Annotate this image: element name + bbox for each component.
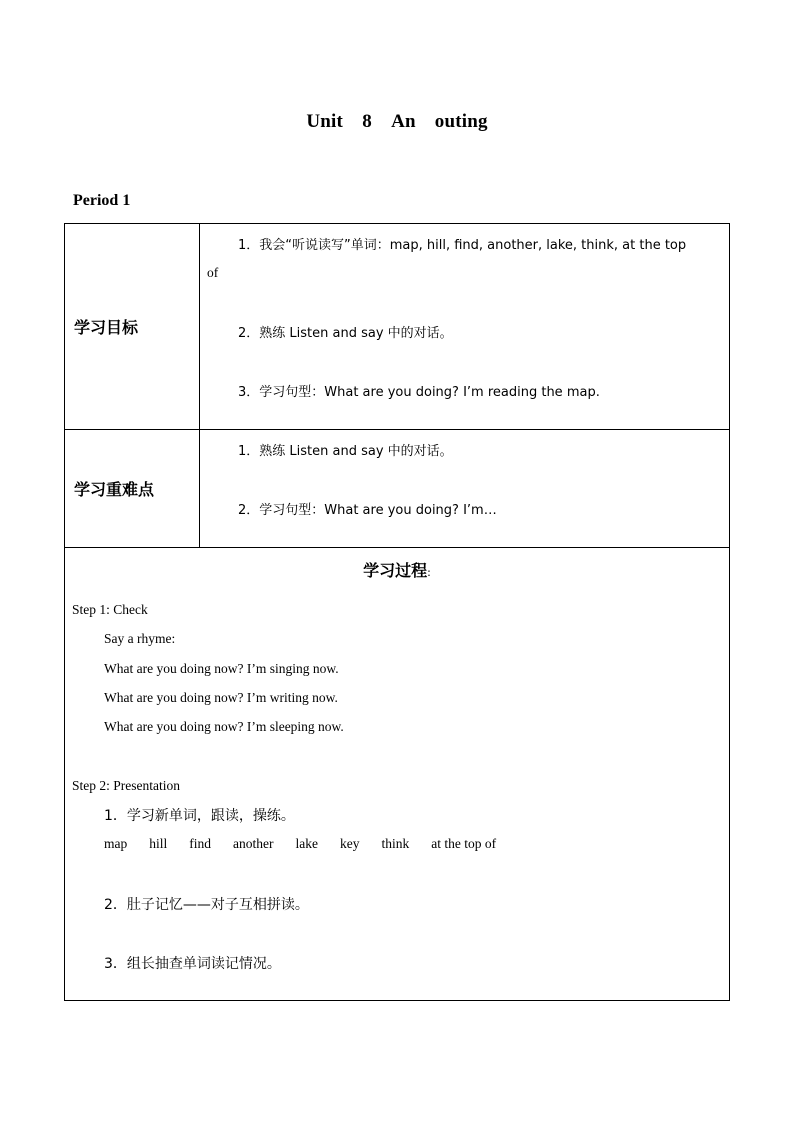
key-point-2: 2．学习句型：What are you doing? I’m…: [238, 503, 497, 518]
vocab-word: key: [340, 836, 360, 851]
key-point-1: 1．熟练 Listen and say 中的对话。: [238, 444, 453, 459]
vocab-word: at the top of: [431, 836, 497, 851]
rhyme-line: What are you doing now? I’m sleeping now.: [104, 719, 344, 734]
vocab-word: think: [381, 836, 410, 851]
vocab-word: lake: [295, 836, 318, 851]
step-2-item-2: 2．肚子记忆——对子互相拼读。: [104, 897, 309, 913]
objective-1: 1．我会“听说读写”单词：map, hill, find, another, lake, think, at the top: [238, 238, 687, 253]
objectives-label: 学习目标: [65, 224, 200, 430]
objective-2: 2．熟练 Listen and say 中的对话。: [238, 326, 453, 341]
rhyme-line: What are you doing now? I’m writing now.: [104, 690, 338, 705]
vocab-word: another: [233, 836, 274, 851]
page-title: Unit 8 An outing: [306, 111, 488, 132]
key-points-content: [200, 430, 730, 548]
process-content: [65, 548, 730, 1001]
rhyme-intro: Say a rhyme:: [104, 631, 176, 646]
objectives-row: [65, 224, 730, 430]
step-2-item-1: 1．学习新单词，跟读，操练。: [104, 808, 295, 824]
objective-3: 3．学习句型：What are you doing? I’m reading the map.: [238, 385, 600, 400]
vocab-word: hill: [149, 836, 168, 851]
process-title: 学习过程:: [363, 561, 431, 580]
rhyme-line: What are you doing now? I’m singing now.: [104, 661, 339, 676]
period-heading: Period 1: [73, 192, 131, 209]
step-1-heading: Step 1: Check: [72, 602, 148, 617]
vocab-word: find: [189, 836, 212, 851]
objective-1-continued: of: [207, 265, 219, 280]
step-2-heading: Step 2: Presentation: [72, 778, 180, 793]
lesson-plan-table: [64, 223, 730, 1001]
step-2-item-3: 3．组长抽查单词读记情况。: [104, 956, 281, 972]
vocabulary-list: [104, 836, 518, 852]
objectives-content: [200, 224, 730, 430]
key-points-row: [65, 430, 730, 548]
vocab-word: map: [104, 836, 128, 851]
process-row: [65, 548, 730, 1001]
key-points-label: 学习重难点: [65, 430, 200, 548]
